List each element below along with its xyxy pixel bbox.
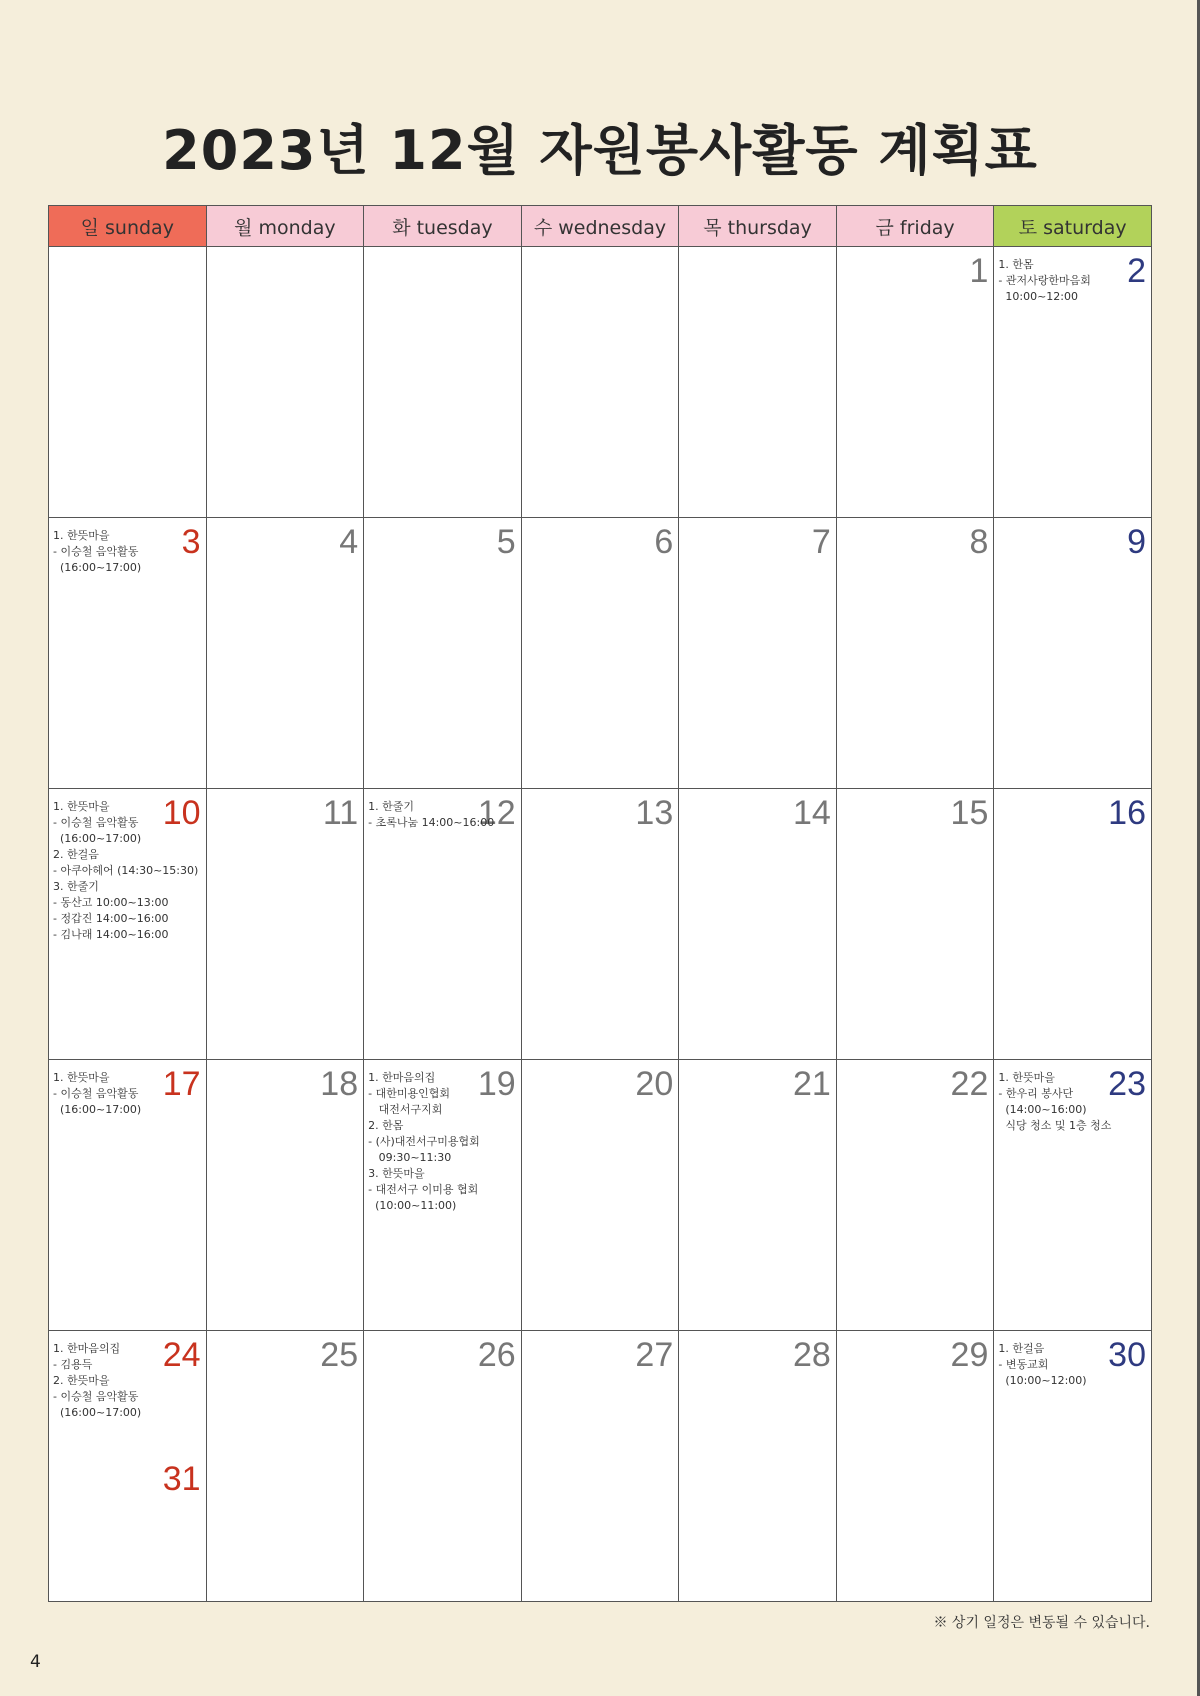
day-cell — [836, 247, 994, 518]
day-cell — [679, 789, 837, 1060]
day-number: 6 — [654, 523, 674, 561]
day-cell — [994, 1060, 1152, 1331]
day-number: 22 — [950, 1065, 989, 1103]
event-list: 1. 한뜻마을 - 이승철 음악활동 (16:00~17:00) — [53, 529, 142, 574]
day-number: 29 — [950, 1336, 989, 1374]
event-list: 1. 한걸음 - 변동교회 (10:00~12:00) — [998, 1342, 1087, 1387]
day-cell — [49, 1060, 207, 1331]
day-cell — [49, 1331, 207, 1602]
day-cell — [679, 1331, 837, 1602]
day-cell — [994, 1331, 1152, 1602]
day-number: 30 — [1108, 1336, 1146, 1374]
page-title: 2023년 12월 자원봉사활동 계획표 — [162, 119, 1038, 182]
day-number: 16 — [1108, 794, 1146, 832]
day-cell — [206, 518, 364, 789]
day-number: 1 — [969, 252, 989, 290]
day-cell — [994, 247, 1152, 518]
header-sunday: 일 sunday — [49, 206, 207, 247]
day-cell — [521, 247, 679, 518]
day-cell — [679, 1060, 837, 1331]
day-number: 21 — [792, 1065, 831, 1103]
day-number: 13 — [635, 794, 674, 832]
day-cell — [836, 518, 994, 789]
week-row — [49, 518, 1152, 789]
event-list: 1. 한마음의집 - 대한미용인협회 대전서구지회 2. 한몸 - (사)대전서구미용협회 09:30~11:30 3. 한뜻마을 - 대전서구 이미용 협회 (10:00~11:00) — [368, 1071, 480, 1212]
week-row — [49, 789, 1152, 1060]
day-number: 23 — [1108, 1065, 1146, 1103]
event-list: 1. 한줄기 - 초록나눔 14:00~16:00 — [368, 800, 495, 829]
day-cell — [679, 518, 837, 789]
day-number: 5 — [496, 523, 516, 561]
day-number: 14 — [792, 794, 831, 832]
day-cell — [49, 789, 207, 1060]
header-saturday: 토 saturday — [994, 206, 1152, 247]
day-number: 8 — [969, 523, 989, 561]
day-number: 24 — [162, 1336, 201, 1374]
day-cell — [206, 1331, 364, 1602]
event-list: 1. 한몸 - 관저사랑한마음회 10:00~12:00 — [998, 258, 1091, 303]
day-cell — [206, 789, 364, 1060]
day-number: 9 — [1127, 523, 1146, 561]
day-cell — [206, 247, 364, 518]
day-number: 15 — [950, 794, 989, 832]
day-cell — [49, 518, 207, 789]
day-cell — [521, 789, 679, 1060]
header-friday: 금 friday — [836, 206, 994, 247]
day-number: 25 — [320, 1336, 359, 1374]
event-list: 1. 한뜻마을 - 이승철 음악활동 (16:00~17:00) 2. 한걸음 - 아쿠아헤어 (14:30~15:30) 3. 한줄기 - 동산고 10:00~13:00 - 정갑진 14:00~16:00 - 김나래 14:00~16:00 — [53, 800, 199, 941]
day-number: 4 — [339, 523, 359, 561]
day-number: 12 — [477, 794, 516, 832]
day-cell — [364, 247, 522, 518]
day-number: 3 — [181, 523, 201, 561]
header-wednesday: 수 wednesday — [521, 206, 679, 247]
header-thursday: 목 thursday — [679, 206, 837, 247]
calendar-table — [48, 205, 1152, 1602]
day-number: 2 — [1127, 252, 1146, 290]
day-cell — [836, 789, 994, 1060]
day-number: 20 — [635, 1065, 674, 1103]
day-cell — [994, 789, 1152, 1060]
day-cell — [364, 518, 522, 789]
day-cell — [364, 789, 522, 1060]
event-list: 1. 한마음의집 - 김용득 2. 한뜻마을 - 이승철 음악활동 (16:00~17:00) — [53, 1342, 142, 1419]
week-row — [49, 247, 1152, 518]
day-cell — [364, 1060, 522, 1331]
day-number: 7 — [811, 523, 831, 561]
day-cell — [836, 1331, 994, 1602]
event-list: 1. 한뜻마을 - 이승철 음악활동 (16:00~17:00) — [53, 1071, 142, 1116]
day-cell — [679, 247, 837, 518]
event-list: 1. 한뜻마을 - 한우리 봉사단 (14:00~16:00) 식당 청소 및 1층 청소 — [998, 1071, 1112, 1132]
day-number: 10 — [162, 794, 201, 832]
weekday-header-row — [49, 206, 1152, 247]
day-number: 27 — [635, 1336, 674, 1374]
day-number: 26 — [477, 1336, 516, 1374]
day-cell — [521, 1331, 679, 1602]
day-cell — [364, 1331, 522, 1602]
day-number: 18 — [320, 1065, 359, 1103]
day-cell — [49, 247, 207, 518]
header-monday: 월 monday — [206, 206, 364, 247]
week-row — [49, 1060, 1152, 1331]
day-number: 17 — [162, 1065, 201, 1103]
day-cell — [994, 518, 1152, 789]
week-row — [49, 1331, 1152, 1602]
day-number: 31 — [162, 1460, 201, 1498]
header-tuesday: 화 tuesday — [364, 206, 522, 247]
day-cell — [836, 1060, 994, 1331]
day-number: 11 — [322, 794, 359, 832]
page-number: 4 — [30, 1652, 41, 1672]
schedule-change-note: ※ 상기 일정은 변동될 수 있습니다. — [933, 1615, 1150, 1631]
day-cell — [521, 1060, 679, 1331]
day-cell — [206, 1060, 364, 1331]
day-cell — [521, 518, 679, 789]
day-number: 19 — [477, 1065, 516, 1103]
day-number: 28 — [792, 1336, 831, 1374]
